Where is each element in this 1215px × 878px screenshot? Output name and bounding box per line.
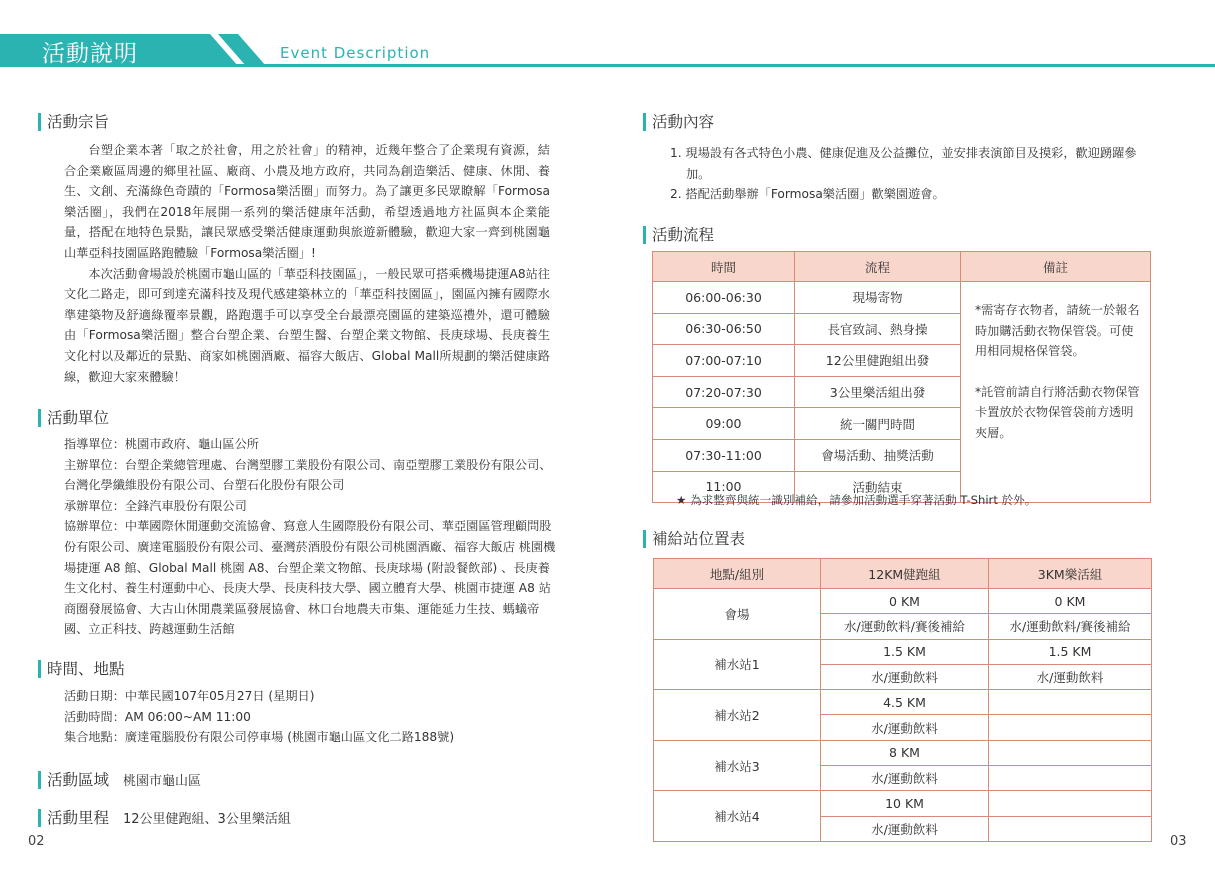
content-item-1: 1. 現場設有各式特色小農、健康促進及公益攤位，並安排表演節目及摸彩，歡迎踴躍參加。 — [670, 146, 1137, 181]
flow-step: 統一關門時間 — [795, 408, 961, 440]
content-list — [670, 143, 1158, 205]
supply-12km-distance: 4.5 KM — [821, 690, 989, 715]
supply-12km-distance: 1.5 KM — [821, 639, 989, 664]
flow-table — [652, 251, 1151, 503]
table-row — [654, 690, 1152, 715]
event-date: 活動日期：中華民國107年05月27日 (星期日) — [64, 689, 315, 703]
supply-12km-items: 水/運動飲料/賽後補給 — [821, 614, 989, 639]
supply-3km-distance — [989, 740, 1152, 765]
supply-3km-items — [989, 766, 1152, 791]
page-number-right: 03 — [1170, 834, 1187, 849]
supply-place: 會場 — [654, 589, 821, 640]
flow-header-note: 備註 — [961, 252, 1151, 282]
section-heading-units: 活動單位 — [38, 409, 109, 427]
table-row — [654, 589, 1152, 614]
flow-time: 11:00 — [653, 471, 795, 503]
supply-12km-distance: 0 KM — [821, 589, 989, 614]
flow-time: 06:00-06:30 — [653, 282, 795, 314]
flow-time: 06:30-06:50 — [653, 313, 795, 345]
flow-step: 長官致詞、熱身操 — [795, 313, 961, 345]
header-line — [0, 64, 1215, 67]
supply-3km-distance — [989, 791, 1152, 816]
supply-place: 補水站2 — [654, 690, 821, 741]
supply-3km-items — [989, 715, 1152, 740]
supply-12km-items: 水/運動飲料 — [821, 766, 989, 791]
supply-header-3km: 3KM樂活組 — [989, 559, 1152, 589]
purpose-text — [64, 140, 550, 387]
purpose-paragraph-1: 台塑企業本著「取之於社會，用之於社會」的精神，近幾年整合了企業現有資源，結合企業廠區周邊的鄉里社區、廠商、小農及地方政府，共同為創造樂活、健康、休閒、養生、文創、充滿綠色奇蹟的「Formosa樂活圈」而努力。為了讓更多民眾瞭解「Formosa樂活圈」，我們在2018年展開一系列的樂活健康年活動，希望透過地方社區與本企業能量，搭配在地特色景點，讓民眾感受樂活健康運動與旅遊新體驗，歡迎大家一齊到桃園龜山華亞科技園區路跑體驗「Formosa樂活圈」! — [64, 143, 550, 260]
flow-header-time: 時間 — [653, 252, 795, 282]
page-number-left: 02 — [28, 834, 45, 849]
supply-header-12km: 12KM健跑組 — [821, 559, 989, 589]
flow-time: 07:00-07:10 — [653, 345, 795, 377]
flow-time: 07:30-11:00 — [653, 439, 795, 471]
units-host: 主辦單位：台塑企業總管理處、台灣塑膠工業股份有限公司、南亞塑膠工業股份有限公司、台灣化學纖維股份有限公司、台塑石化股份有限公司 — [64, 457, 552, 493]
time-list — [64, 686, 556, 748]
table-row — [653, 282, 1151, 314]
units-co: 協辦單位：中華國際休閒運動交流協會、寫意人生國際股份有限公司、華亞園區管理顧問股份有限公司、廣達電腦股份有限公司、臺灣菸酒股份有限公司桃園酒廠、福容大飯店 桃園機場捷運 A8 館、Global Mall 桃園 A8、台塑企業文物館、長庚球場 (附設餐飲部) 、長庚養生文化村、養生村運動中心、長庚大學、長庚科技大學、國立體育大學、桃園市捷運 A8 站商圈發展協會、大古山休閒農業區發展協會、林口台地農夫市集、運能延力生技、螞蟻帝國、立正科技、跨越運動生活館 — [64, 519, 556, 637]
flow-step: 現場寄物 — [795, 282, 961, 314]
section-heading-distance — [38, 809, 291, 829]
page-subtitle: Event Description — [280, 44, 431, 62]
supply-place: 補水站4 — [654, 791, 821, 842]
supply-place: 補水站3 — [654, 740, 821, 791]
table-row — [654, 740, 1152, 765]
section-heading-area — [38, 771, 201, 791]
section-heading-content: 活動內容 — [643, 113, 714, 131]
flow-note-2: *託管前請自行將活動衣物保管卡置放於衣物保管袋前方透明夾層。 — [975, 384, 1140, 440]
flow-header-step: 流程 — [795, 252, 961, 282]
supply-3km-items: 水/運動飲料/賽後補給 — [989, 614, 1152, 639]
units-guide: 指導單位：桃園市政府、龜山區公所 — [64, 437, 259, 451]
section-heading-supply: 補給站位置表 — [643, 530, 745, 548]
distance-heading-label: 活動里程 — [47, 809, 110, 827]
flow-time: 07:20-07:30 — [653, 376, 795, 408]
supply-3km-items: 水/運動飲料 — [989, 664, 1152, 689]
supply-table — [653, 558, 1152, 842]
supply-12km-items: 水/運動飲料 — [821, 715, 989, 740]
supply-3km-distance: 1.5 KM — [989, 639, 1152, 664]
area-heading-label: 活動區域 — [47, 771, 110, 789]
supply-header-place: 地點/組別 — [654, 559, 821, 589]
flow-time: 09:00 — [653, 408, 795, 440]
supply-12km-items: 水/運動飲料 — [821, 816, 989, 841]
table-row — [654, 791, 1152, 816]
page-title: 活動說明 — [42, 41, 138, 67]
supply-12km-distance: 10 KM — [821, 791, 989, 816]
supply-place: 補水站1 — [654, 639, 821, 690]
section-heading-time: 時間、地點 — [38, 660, 125, 678]
flow-note — [961, 282, 1151, 503]
distance-value: 12公里健跑組、3公里樂活組 — [123, 812, 291, 827]
supply-12km-distance: 8 KM — [821, 740, 989, 765]
supply-12km-items: 水/運動飲料 — [821, 664, 989, 689]
section-heading-purpose: 活動宗旨 — [38, 113, 109, 131]
flow-step: 12公里健跑組出發 — [795, 345, 961, 377]
flow-step: 3公里樂活組出發 — [795, 376, 961, 408]
units-organizer: 承辦單位：全鋒汽車股份有限公司 — [64, 498, 247, 513]
content-item-2: 2. 搭配活動舉辦「Formosa樂活圈」歡樂園遊會。 — [670, 187, 945, 202]
event-place: 集合地點：廣達電腦股份有限公司停車場 (桃園市龜山區文化二路188號) — [64, 730, 455, 745]
flow-step: 活動結束 — [795, 471, 961, 503]
table-row — [654, 639, 1152, 664]
supply-3km-distance — [989, 690, 1152, 715]
section-heading-flow: 活動流程 — [643, 226, 714, 244]
flow-step: 會場活動、抽獎活動 — [795, 439, 961, 471]
supply-3km-distance: 0 KM — [989, 589, 1152, 614]
flow-note-1: *需寄存衣物者，請統一於報名時加購活動衣物保管袋。可使用相同規格保管袋。 — [975, 303, 1140, 359]
event-hours: 活動時間：AM 06:00~AM 11:00 — [64, 709, 251, 724]
purpose-paragraph-2: 本次活動會場設於桃園市龜山區的「華亞科技園區」，一般民眾可搭乘機場捷運A8站往文化二路走，即可到達充滿科技及現代感建築林立的「華亞科技園區」，園區內擁有國際水準建築物及舒適綠覆率景觀，路跑選手可以享受全台最漂亮園區的建築巡禮外，還可體驗由「Formosa樂活圈」整合台塑企業、台塑生醫、台塑企業文物館、長庚球場、長庚養生文化村以及鄰近的景點、商家如桃園酒廠、福容大飯店、Global Mall所規劃的樂活健康路線，歡迎大家來體驗！ — [64, 266, 550, 384]
units-list — [64, 434, 556, 640]
flow-footnote: ★ 為求整齊與統一識別補給，請參加活動選手穿著活動 T-Shirt 於外。 — [676, 493, 1037, 507]
area-value: 桃園市龜山區 — [123, 774, 202, 789]
supply-3km-items — [989, 816, 1152, 841]
